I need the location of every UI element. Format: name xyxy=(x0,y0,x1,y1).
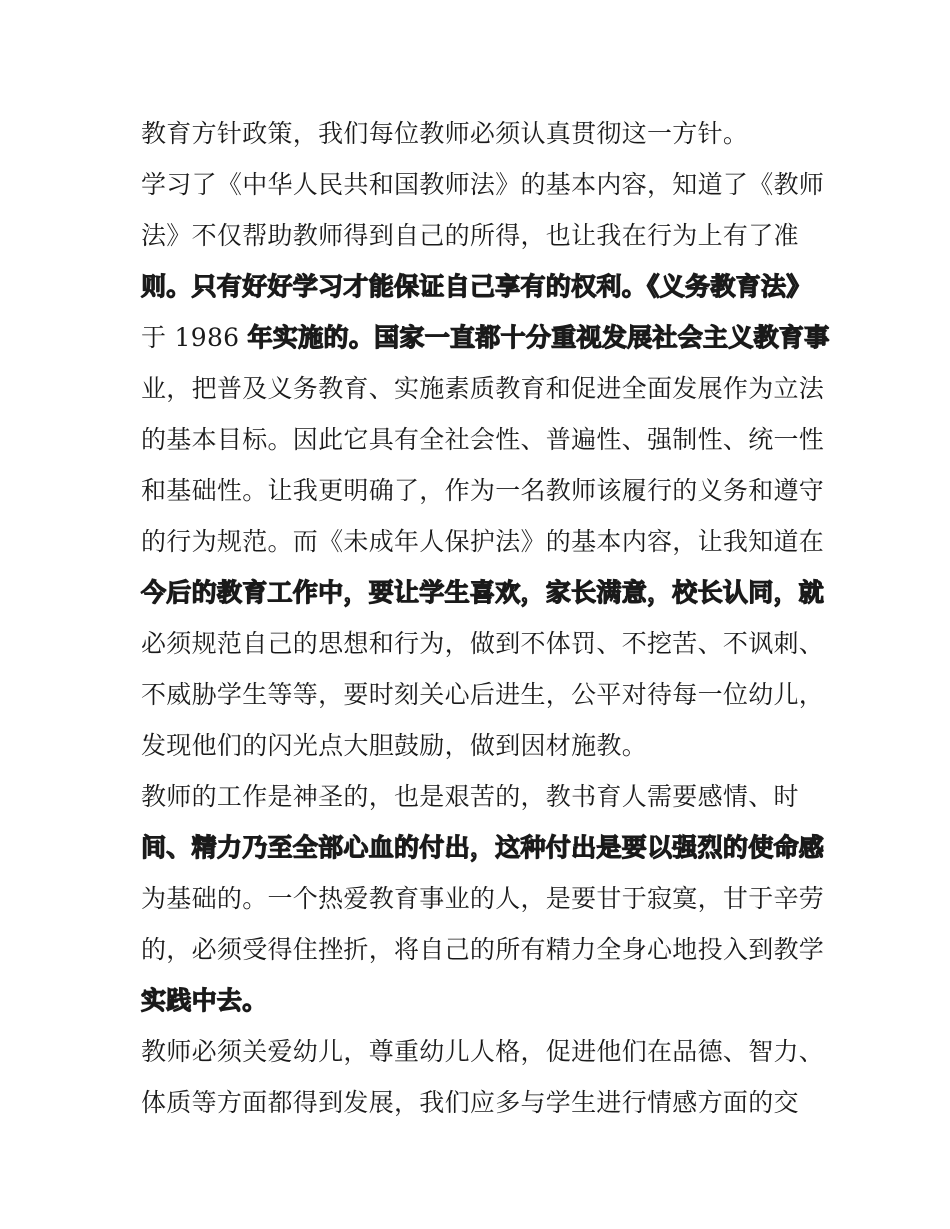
text-line: 学习了《中华人民共和国教师法》的基本内容，知道了《教师 xyxy=(141,170,825,199)
text-line: 教师的工作是神圣的，也是艰苦的，教书育人需要感情、时 xyxy=(141,782,799,811)
text-line: 和基础性。让我更明确了，作为一名教师该履行的义务和遵守 xyxy=(141,476,825,505)
text-line: 的行为规范。而《未成年人保护法》的基本内容，让我知道在 xyxy=(141,527,825,556)
text-line-outlined: 间、精力乃至全部心血的付出，这种付出是要以强烈的使命感 xyxy=(141,833,825,862)
text-line-outlined: 则。只有好好学习才能保证自己享有的权利。《义务教育法》 xyxy=(141,272,812,301)
text-line-part-outlined: 年实施的。国家一直都十分重视发展社会主义教育事 xyxy=(247,323,830,352)
text-line: 为基础的。一个热爱教育事业的人，是要甘于寂寞，甘于辛劳 xyxy=(141,884,825,913)
text-line: 体质等方面都得到发展，我们应多与学生进行情感方面的交 xyxy=(141,1088,799,1117)
body-text xyxy=(141,108,830,1128)
text-line: 法》不仅帮助教师得到自己的所得，也让我在行为上有了准 xyxy=(141,221,799,250)
text-line: 的基本目标。因此它具有全社会性、普遍性、强制性、统一性 xyxy=(141,425,825,454)
text-line-outlined: 今后的教育工作中，要让学生喜欢，家长满意，校长认同，就 xyxy=(141,578,825,607)
text-line: 不威胁学生等等，要时刻关心后进生，公平对待每一位幼儿， xyxy=(141,680,825,709)
text-line: 的，必须受得住挫折，将自己的所有精力全身心地投入到教学 xyxy=(141,935,825,964)
text-line: 业，把普及义务教育、实施素质教育和促进全面发展作为立法 xyxy=(141,374,825,403)
text-line-part: 于 1986 xyxy=(141,323,248,352)
text-line: 教师必须关爱幼儿，尊重幼儿人格，促进他们在品德、智力、 xyxy=(141,1037,825,1066)
text-line-outlined: 实践中去。 xyxy=(141,986,268,1015)
text-line: 发现他们的闪光点大胆鼓励，做到因材施教。 xyxy=(141,731,648,760)
text-line: 教育方针政策，我们每位教师必须认真贯彻这一方针。 xyxy=(141,119,749,148)
text-line: 必须规范自己的思想和行为，做到不体罚、不挖苦、不讽刺、 xyxy=(141,629,825,658)
text-line-mixed xyxy=(141,312,830,363)
